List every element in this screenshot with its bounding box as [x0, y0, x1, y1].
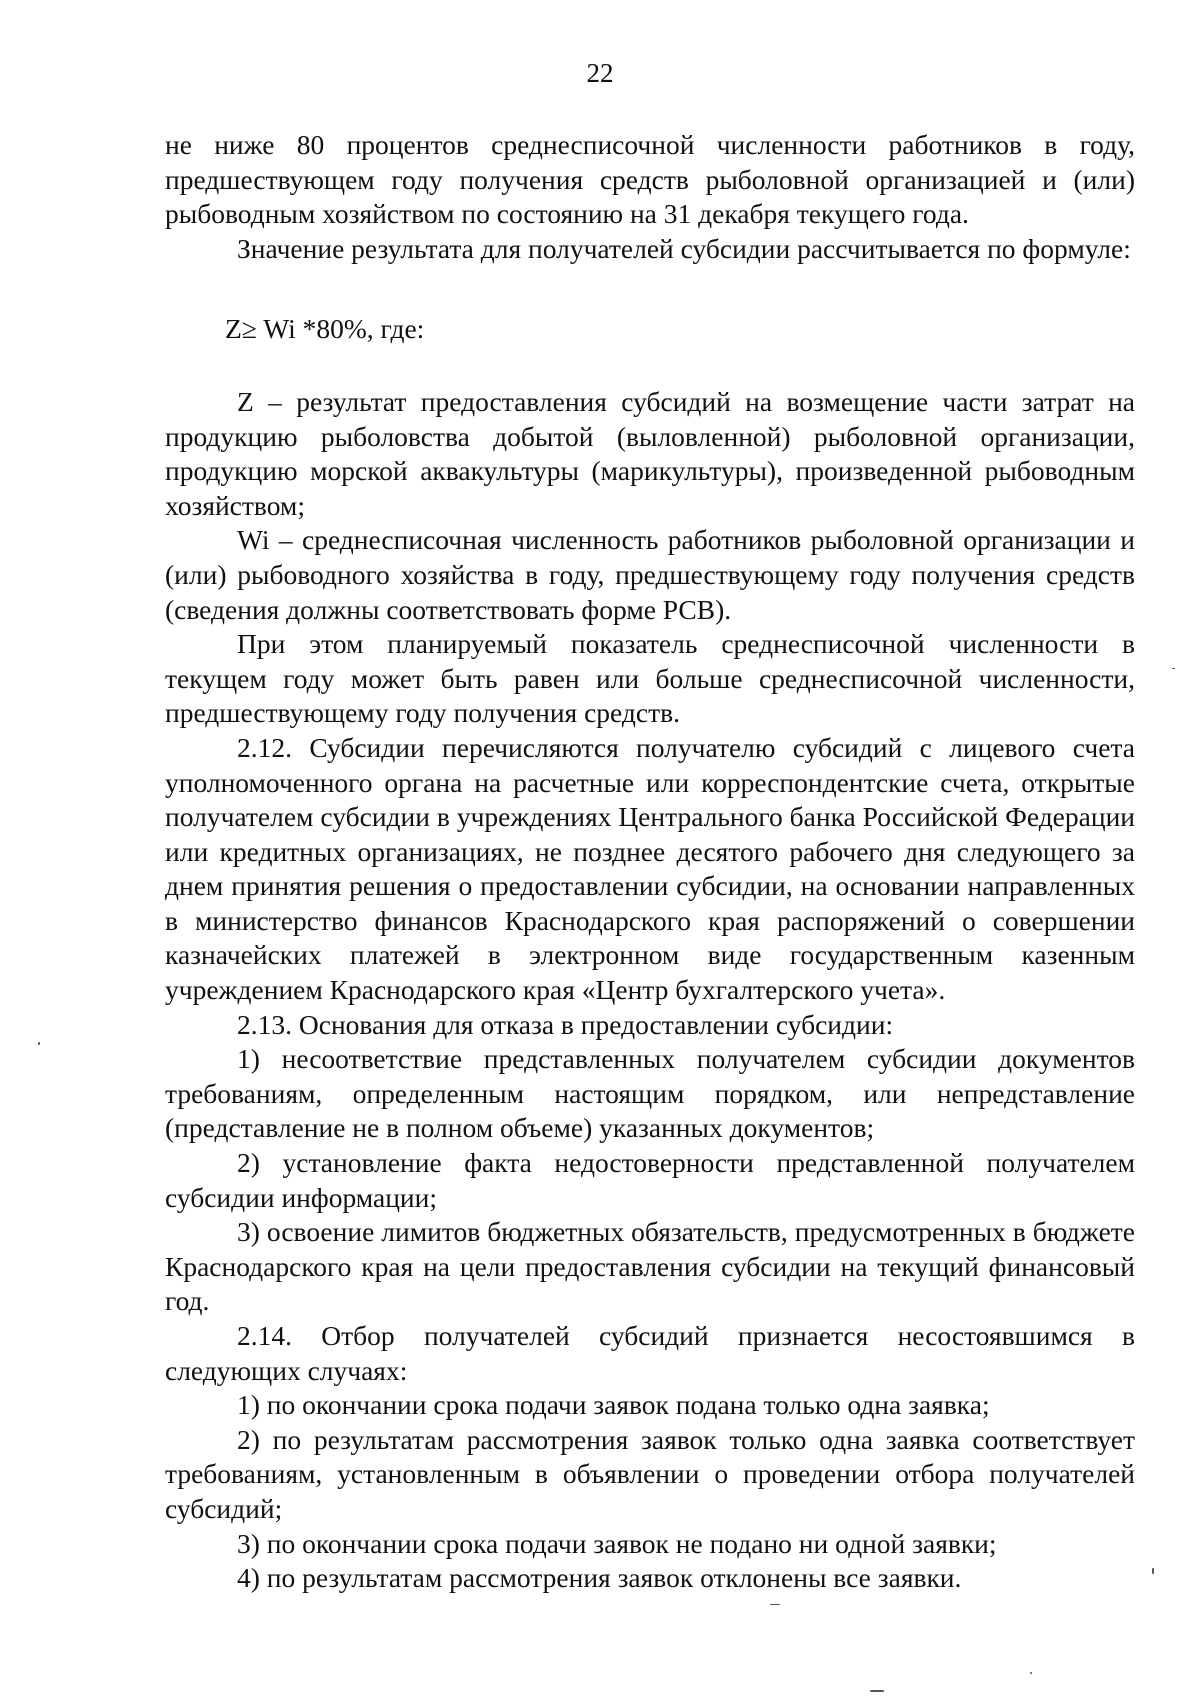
list-item-2-13-1: 1) несоответствие представленных получателем субсидии документов требованиям, определенным настоящим порядком, или непредставление (представление не в полном объеме) указанных документов; [165, 1043, 1135, 1144]
paragraph-continuation: не ниже 80 процентов среднесписочной численности работников в году, предшествующем году получения средств рыболовной организацией и (или) рыбоводным хозяйством по состоянию на 31 декабря текущего года. [165, 129, 1135, 230]
scan-speck [870, 1690, 884, 1692]
formula: Z≥ Wi *80%, где: [225, 313, 425, 345]
document-body [165, 128, 1135, 1596]
scan-speck [1152, 1568, 1154, 1574]
list-item-2-14-1: 1) по окончании срока подачи заявок подана только одна заявка; [237, 1389, 990, 1421]
list-item-2-13-2: 2) установление факта недостоверности представленной получателем субсидии информации; [165, 1147, 1135, 1213]
scan-speck [1172, 668, 1175, 669]
page-number: 22 [586, 58, 614, 88]
scan-speck [770, 1604, 780, 1605]
paragraph-2-14: 2.14. Отбор получателей субсидий признается несостоявшимся в следующих случаях: [165, 1320, 1135, 1386]
scan-speck [38, 1042, 40, 1045]
list-item-2-14-3: 3) по окончании срока подачи заявок не подано ни одной заявки; [237, 1527, 997, 1559]
scan-speck [1030, 1672, 1032, 1674]
paragraph-z-definition: Z – результат предоставления субсидий на возмещение части затрат на продукцию рыболовства добытой (выловленной) рыболовной организации, продукцию морской аквакультуры (марикультуры), произведенной рыбоводным хозяйством; [165, 385, 1135, 521]
list-item-2-14-4: 4) по результатам рассмотрения заявок отклонены все заявки. [237, 1562, 962, 1594]
paragraph-result-value: Значение результата для получателей субсидии рассчитывается по формуле: [237, 232, 1131, 264]
paragraph-2-13: 2.13. Основания для отказа в предоставлении субсидии: [237, 1008, 894, 1040]
paragraph-planned-indicator: При этом планируемый показатель среднесписочной численности в текущем году может быть равен или больше среднесписочной численности, предшествующему году получения средств. [165, 628, 1135, 729]
list-item-2-14-2: 2) по результатам рассмотрения заявок только одна заявка соответствует требованиям, установленным в объявлении о проведении отбора получателей субсидий; [165, 1423, 1135, 1524]
paragraph-wi-definition: Wi – среднесписочная численность работников рыболовной организации и (или) рыбоводного хозяйства в году, предшествующему году получения средств (сведения должны соответствовать форме РСВ). [165, 524, 1135, 625]
paragraph-2-12: 2.12. Субсидии перечисляются получателю субсидий с лицевого счета уполномоченного органа на расчетные или корреспондентские счета, открытые получателем субсидии в учреждениях Центрального банка Российской Федерации или кредитных организациях, не позднее десятого рабочего дня следующего за днем принятия решения о предоставлении субсидии, на основании направленных в министерство финансов Краснодарского края распоряжений о совершении казначейских платежей в электронном виде государственным казенным учреждением Краснодарского края «Центр бухгалтерского учета». [165, 731, 1135, 1006]
list-item-2-13-3: 3) освоение лимитов бюджетных обязательств, предусмотренных в бюджете Краснодарского края на цели предоставления субсидии на текущий финансовый год. [165, 1216, 1135, 1317]
